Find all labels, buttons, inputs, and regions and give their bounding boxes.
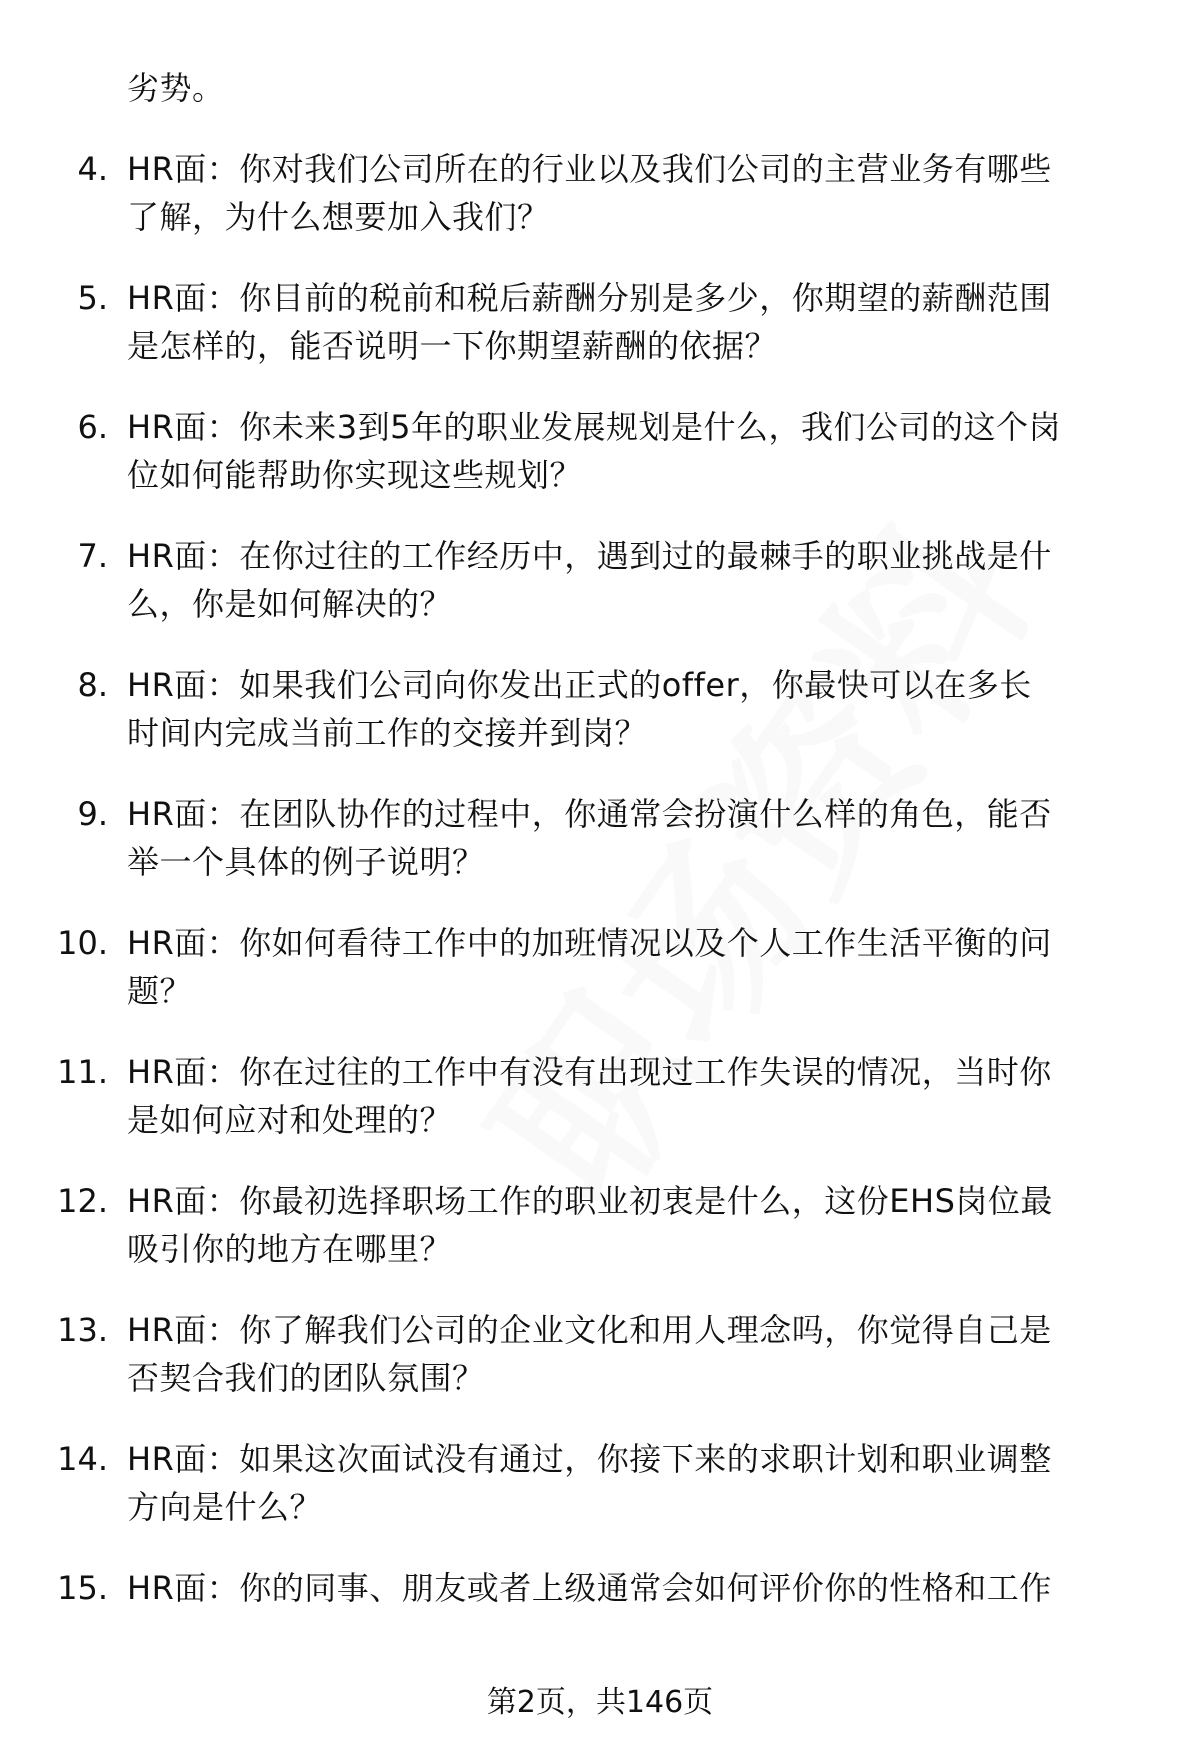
- question-list: [0, 145, 1200, 1693]
- question-item: [0, 1048, 1200, 1144]
- question-line: 么，你是如何解决的？: [127, 585, 453, 623]
- question-line: HR面：你未来3到5年的职业发展规划是什么，我们公司的这个岗: [127, 408, 1062, 446]
- question-line: 是如何应对和处理的？: [127, 1101, 453, 1139]
- question-number: 10.: [57, 924, 108, 962]
- question-number: 4.: [77, 150, 108, 188]
- question-line: HR面：你最初选择职场工作的职业初衷是什么，这份EHS岗位最: [127, 1182, 1053, 1220]
- question-number: 13.: [57, 1311, 108, 1349]
- question-line: HR面：如果这次面试没有通过，你接下来的求职计划和职业调整: [127, 1440, 1052, 1478]
- question-line: HR面：你如何看待工作中的加班情况以及个人工作生活平衡的问: [127, 924, 1052, 962]
- question-number: 6.: [77, 408, 108, 446]
- question-text: [127, 661, 1172, 757]
- question-item: [0, 919, 1200, 1015]
- continuation-text: 劣势。: [127, 69, 225, 107]
- question-item: [0, 1177, 1200, 1273]
- question-item: [0, 532, 1200, 628]
- question-line: HR面：你目前的税前和税后薪酬分别是多少，你期望的薪酬范围: [127, 279, 1052, 317]
- question-text: [127, 1048, 1172, 1144]
- question-line: 了解，为什么想要加入我们？: [127, 198, 550, 236]
- question-item: [0, 661, 1200, 757]
- question-number: 11.: [57, 1053, 108, 1091]
- question-line: HR面：你对我们公司所在的行业以及我们公司的主营业务有哪些: [127, 150, 1052, 188]
- question-text: [127, 919, 1172, 1015]
- question-line: HR面：如果我们公司向你发出正式的offer，你最快可以在多长: [127, 666, 1032, 704]
- question-line: 位如何能帮助你实现这些规划？: [127, 456, 583, 494]
- question-text: [127, 403, 1172, 499]
- question-item: [0, 274, 1200, 370]
- question-number: 15.: [57, 1569, 108, 1607]
- question-text: [127, 145, 1172, 241]
- question-text: [127, 1564, 1172, 1660]
- question-line: HR面：你在过往的工作中有没有出现过工作失误的情况，当时你: [127, 1053, 1052, 1091]
- question-text: [127, 532, 1172, 628]
- question-line: 时间内完成当前工作的交接并到岗？: [127, 714, 648, 752]
- question-line: 题？: [127, 972, 193, 1010]
- question-line: 否契合我们的团队氛围？: [127, 1359, 485, 1397]
- question-number: 8.: [77, 666, 108, 704]
- question-number: 14.: [57, 1440, 108, 1478]
- question-item: [0, 403, 1200, 499]
- question-line: 吸引你的地方在哪里？: [127, 1230, 453, 1268]
- question-number: 5.: [77, 279, 108, 317]
- question-item: [0, 145, 1200, 241]
- question-text: [127, 1306, 1172, 1402]
- question-number: 7.: [77, 537, 108, 575]
- question-line: HR面：在团队协作的过程中，你通常会扮演什么样的角色，能否: [127, 795, 1052, 833]
- question-line: 是怎样的，能否说明一下你期望薪酬的依据？: [127, 327, 778, 365]
- question-line: HR面：你的同事、朋友或者上级通常会如何评价你的性格和工作: [127, 1569, 1052, 1607]
- question-text: [127, 1435, 1172, 1531]
- question-text: [127, 1177, 1172, 1273]
- question-number: 9.: [77, 795, 108, 833]
- question-item: [0, 790, 1200, 886]
- question-item: [0, 1564, 1200, 1660]
- question-number: 12.: [57, 1182, 108, 1220]
- question-line: 举一个具体的例子说明？: [127, 843, 485, 881]
- question-item: [0, 1306, 1200, 1402]
- question-line: [127, 1612, 1172, 1660]
- question-text: [127, 790, 1172, 886]
- question-line: 方向是什么？: [127, 1488, 323, 1526]
- question-line: HR面：在你过往的工作经历中，遇到过的最棘手的职业挑战是什: [127, 537, 1052, 575]
- question-text: [127, 274, 1172, 370]
- question-item: [0, 1435, 1200, 1531]
- question-line: HR面：你了解我们公司的企业文化和用人理念吗，你觉得自己是: [127, 1311, 1052, 1349]
- page-footer: 第2页，共146页: [486, 1685, 714, 1720]
